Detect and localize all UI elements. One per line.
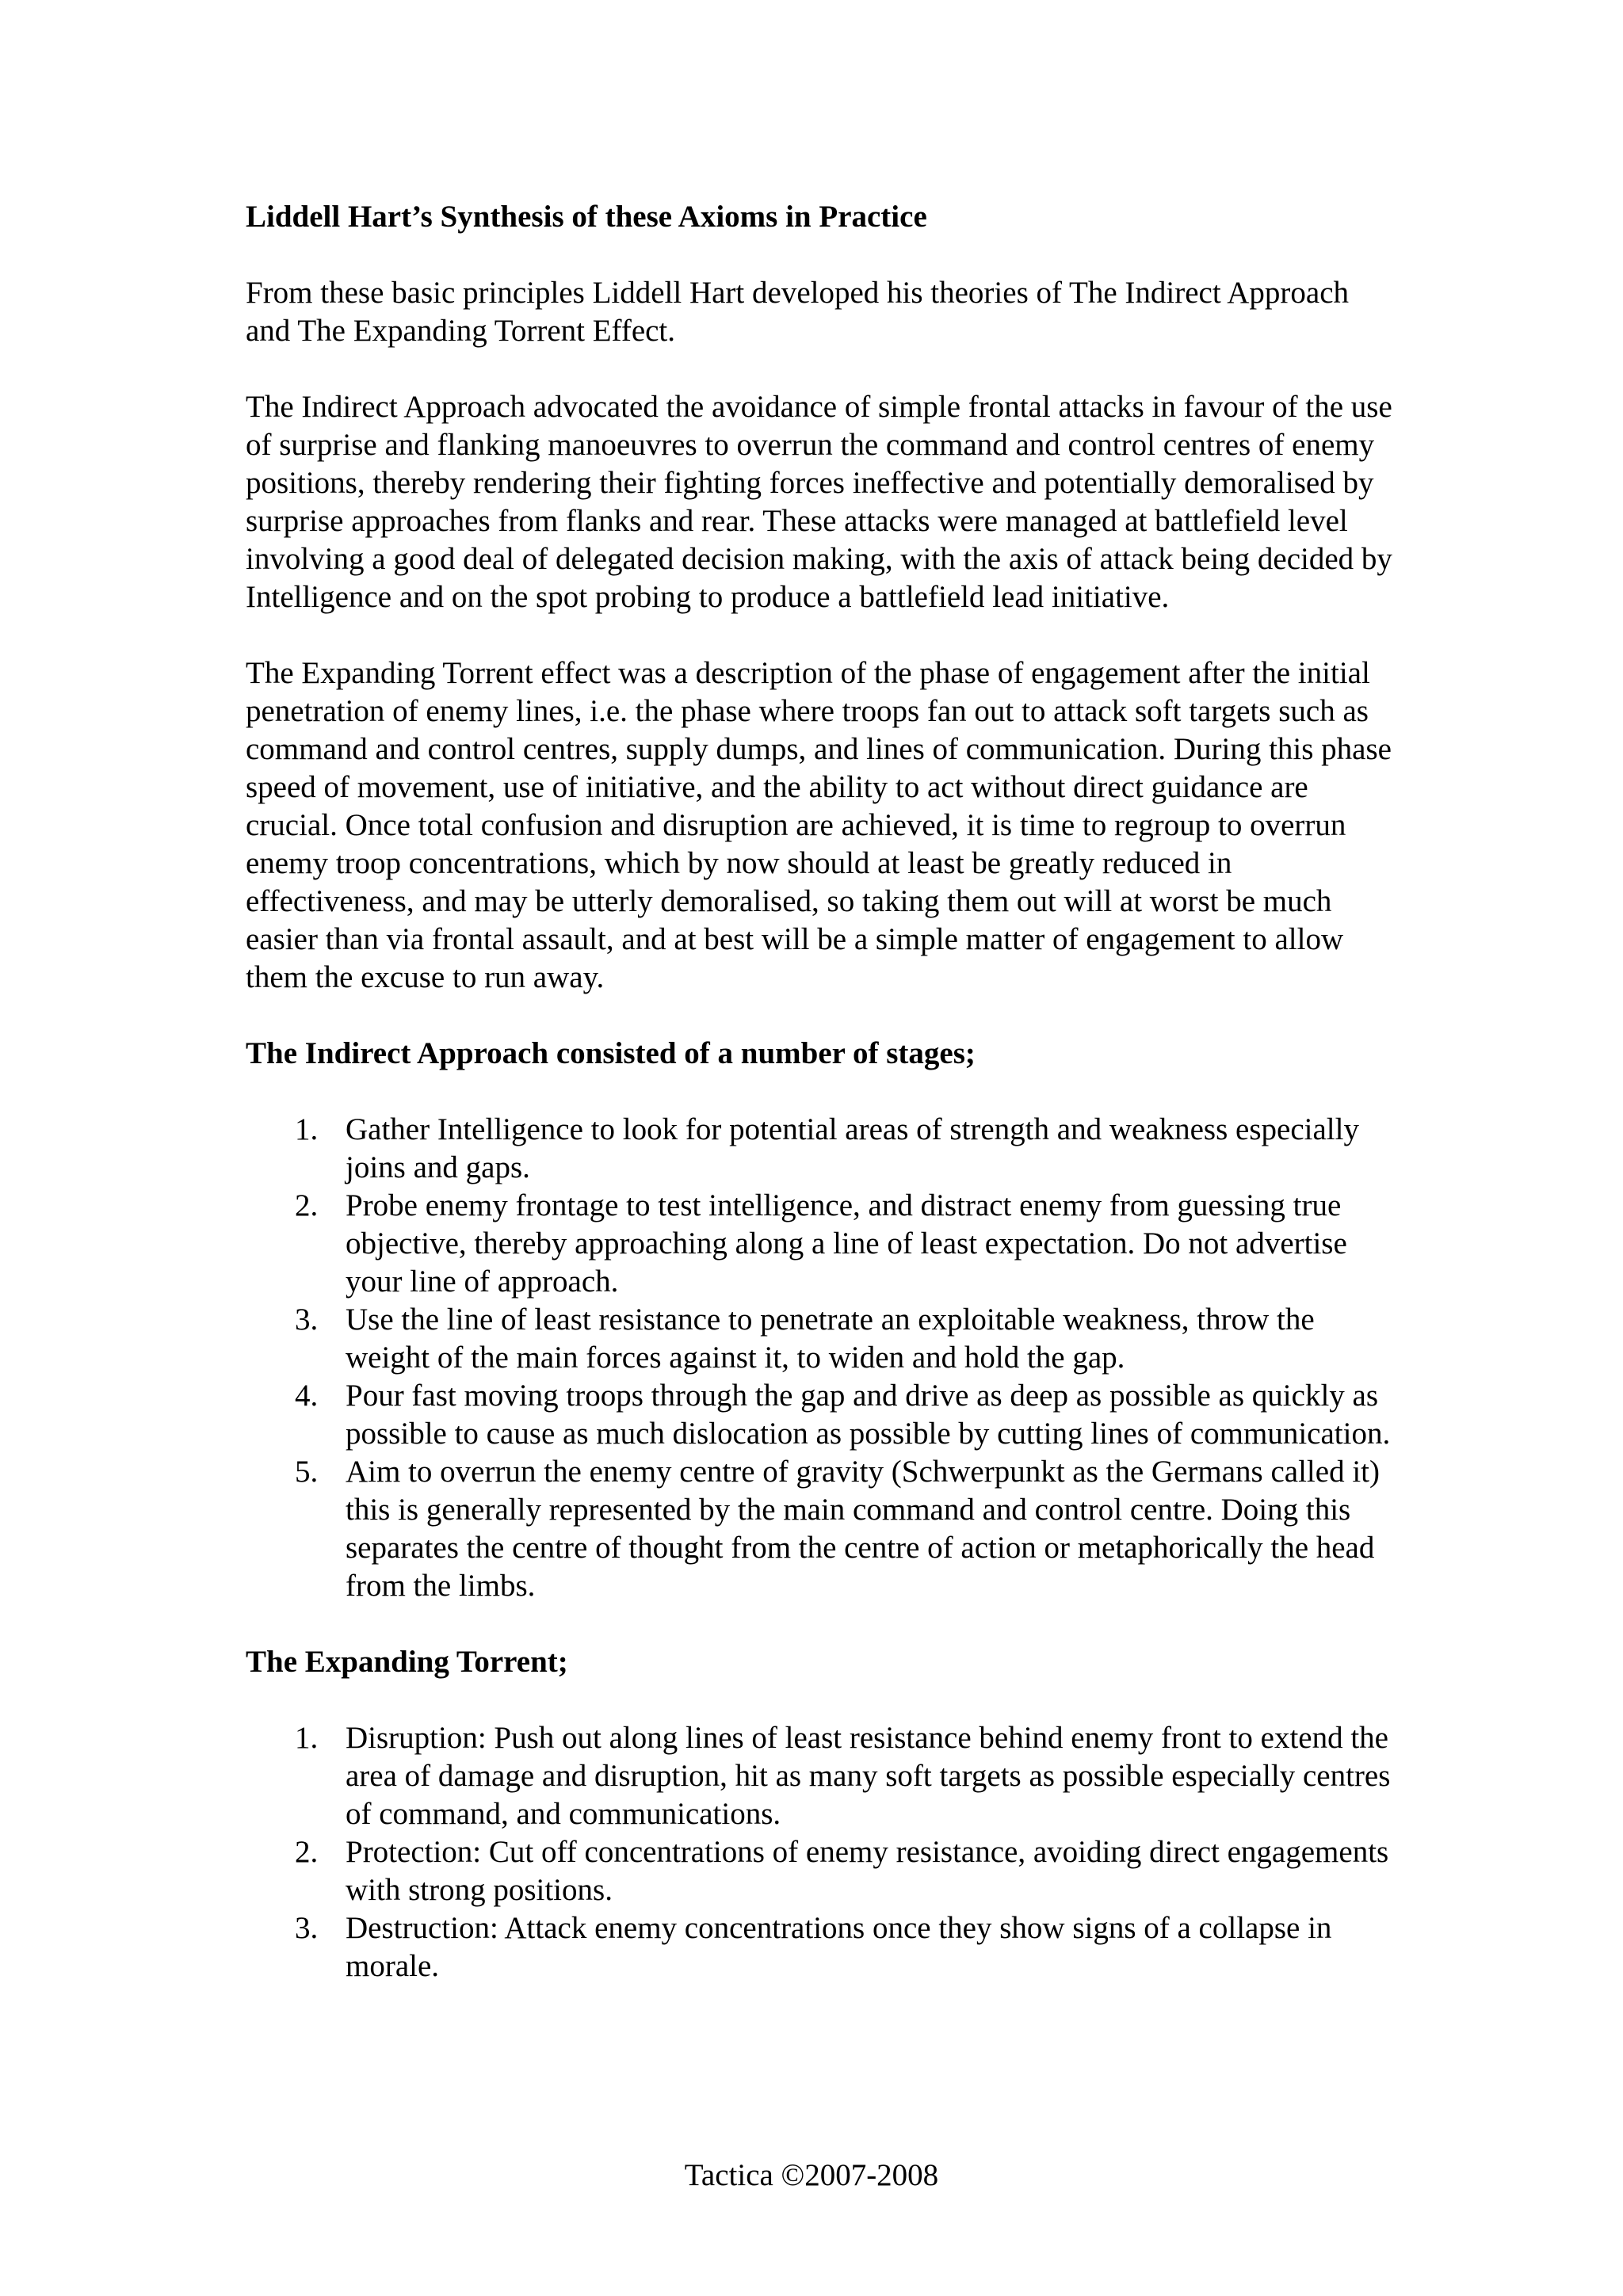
- list-item-number: 1.: [295, 1112, 319, 1146]
- list-item-text: Destruction: Attack enemy concentrations once they show signs of a collapse in morale.: [346, 1911, 1332, 1983]
- document-page: [246, 198, 1395, 1985]
- list-item-number: 4.: [295, 1379, 319, 1413]
- expanding-torrent-paragraph: The Expanding Torrent effect was a description of the phase of engagement after the initial penetration of enemy lines, i.e. the phase where troops fan out to attack soft targets such as command and control centres, supply dumps, and lines of communication. During this phase speed of movement, use of initiative, and the ability to act without direct guidance are crucial. Once total confusion and disruption are achieved, it is time to regroup to overrun enemy troop concentrations, which by now should at least be greatly reduced in effectiveness, and may be utterly demoralised, so taking them out will at worst be much easier than via frontal assault, and at best will be a simple matter of engagement to allow them the excuse to run away.: [246, 656, 1392, 994]
- section-heading-synthesis: Liddell Hart’s Synthesis of these Axioms in Practice: [246, 200, 927, 234]
- indirect-approach-paragraph: The Indirect Approach advocated the avoidance of simple frontal attacks in favour of the use of surprise and flanking manoeuvres to overrun the command and control centres of enemy positions, thereby rendering their fighting forces ineffective and potentially demoralised by surprise approaches from flanks and rear. These attacks were managed at battlefield level involving a good deal of delegated decision making, with the axis of attack being decided by Intelligence and on the spot probing to produce a battlefield lead initiative.: [246, 390, 1392, 614]
- intro-paragraph: From these basic principles Liddell Hart developed his theories of The Indirect Approach and The Expanding Torrent Effect.: [246, 276, 1350, 348]
- list-item-number: 3.: [295, 1302, 319, 1337]
- list-item: [246, 1909, 1395, 1985]
- list-item-text: Use the line of least resistance to penetrate an exploitable weakness, throw the weight of the main forces against it, to widen and hold the gap.: [346, 1302, 1315, 1375]
- list-item-number: 2.: [295, 1835, 319, 1869]
- list-item: [246, 1187, 1395, 1301]
- list-item-text: Protection: Cut off concentrations of enemy resistance, avoiding direct engagements with strong positions.: [346, 1835, 1389, 1907]
- list-item: [246, 1111, 1395, 1187]
- list-item-number: 2.: [295, 1188, 319, 1222]
- list-item-text: Probe enemy frontage to test intelligence, and distract enemy from guessing true objective, thereby approaching along a line of least expectation. Do not advertise your line of approach.: [346, 1188, 1347, 1299]
- list-item-number: 3.: [295, 1911, 319, 1945]
- indirect-approach-stage-list: [246, 1111, 1395, 1605]
- page-footer: Tactica ©2007-2008: [684, 2158, 939, 2192]
- section-heading-indirect-stages: The Indirect Approach consisted of a number of stages;: [246, 1036, 976, 1070]
- expanding-torrent-list: [246, 1719, 1395, 1985]
- list-item-text: Pour fast moving troops through the gap and drive as deep as possible as quickly as possible to cause as much dislocation as possible by cutting lines of communication.: [346, 1379, 1391, 1451]
- list-item: [246, 1453, 1395, 1605]
- list-item: [246, 1719, 1395, 1833]
- list-item-number: 1.: [295, 1721, 319, 1755]
- list-item-number: 5.: [295, 1455, 319, 1489]
- list-item-text: Gather Intelligence to look for potential areas of strength and weakness especially joins and gaps.: [346, 1112, 1359, 1184]
- section-heading-expanding-torrent: The Expanding Torrent;: [246, 1645, 568, 1679]
- list-item-text: Aim to overrun the enemy centre of gravity (Schwerpunkt as the Germans called it) this is generally represented by the main command and control centre. Doing this separates the centre of thought from the centre of action or metaphorically the head from the limbs.: [346, 1455, 1380, 1603]
- list-item: [246, 1833, 1395, 1909]
- list-item: [246, 1301, 1395, 1377]
- list-item: [246, 1377, 1395, 1453]
- list-item-text: Disruption: Push out along lines of least resistance behind enemy front to extend the area of damage and disruption, hit as many soft targets as possible especially centres of command, and communications.: [346, 1721, 1391, 1831]
